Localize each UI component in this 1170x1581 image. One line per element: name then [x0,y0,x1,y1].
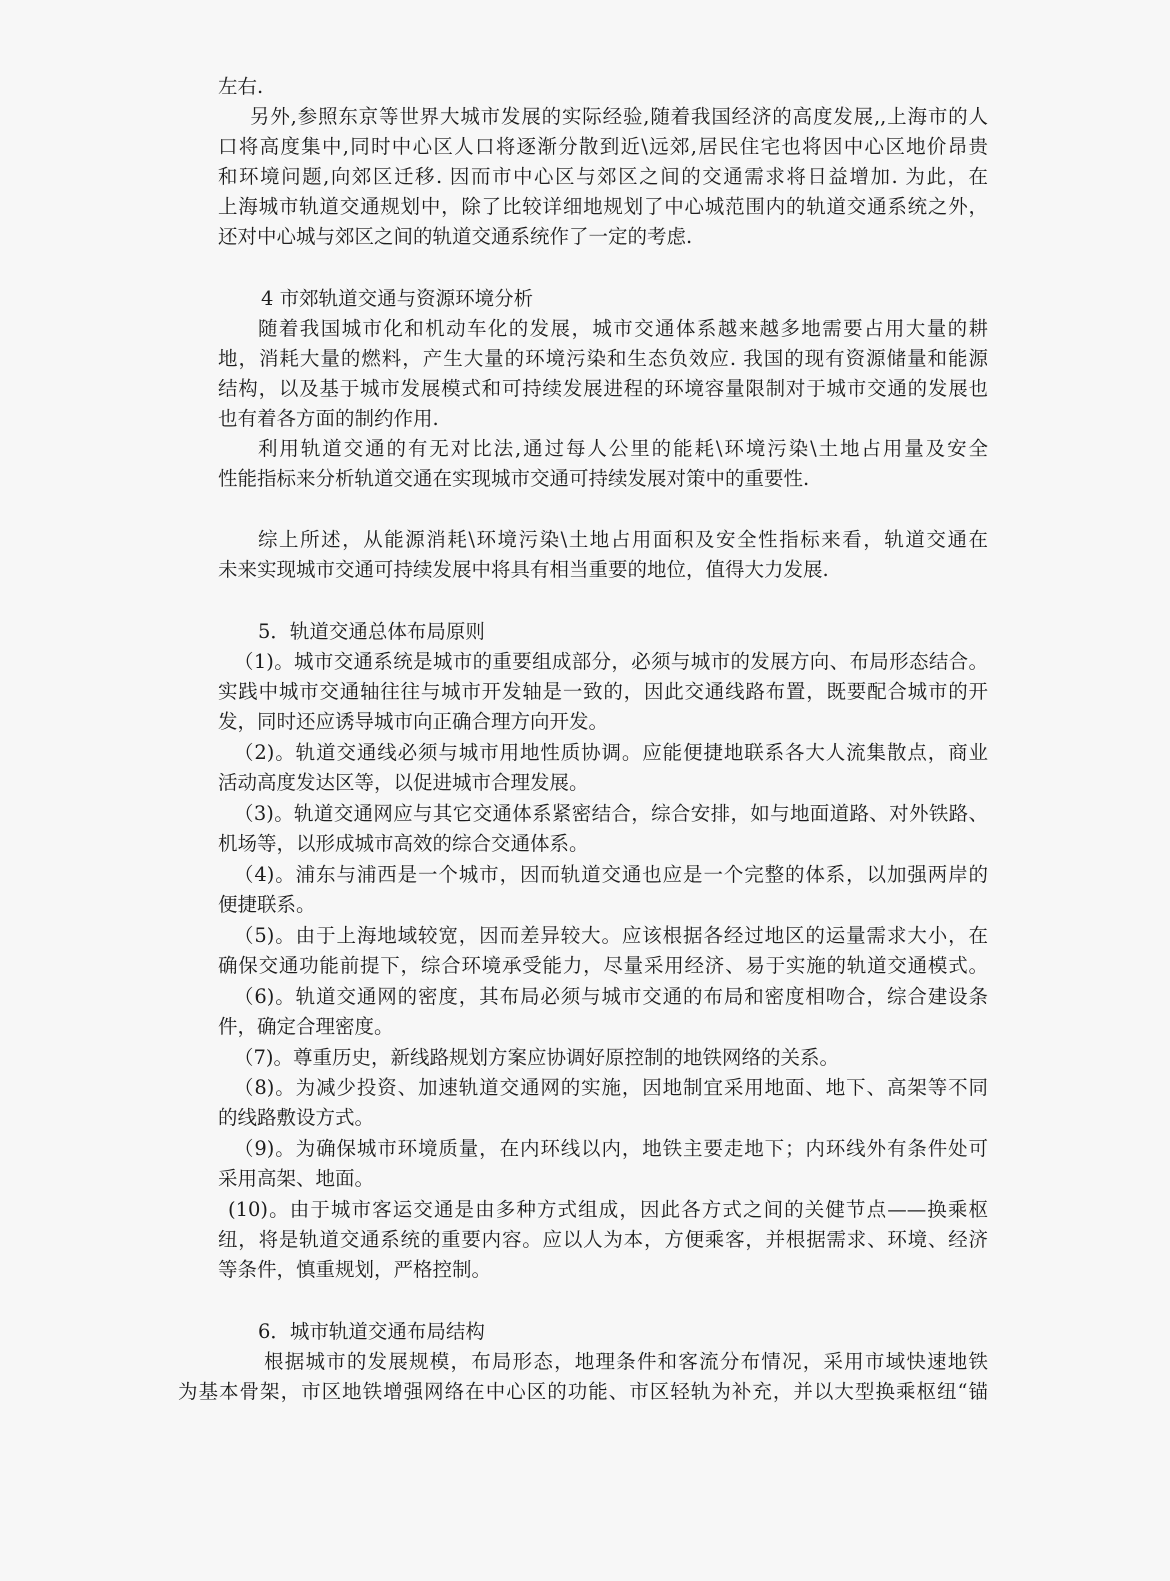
principle-4-line-2: 便捷联系。 [218,893,316,916]
paragraph-conclusion-line-2: 未来实现城市交通可持续发展中将具有相当重要的地位，值得大力发展. [218,558,829,581]
paragraph-compare-line-1: 利用轨道交通的有无对比法,通过每人公里的能耗\环境污染\土地占用量及安全 [258,437,988,460]
principle-8-line-1: （8)。为减少投资、加速轨道交通网的实施，因地制宜采用地面、地下、高架等不同 [234,1076,988,1099]
principle-9-line-1: （9)。为确保城市环境质量，在内环线以内，地铁主要走地下；内环线外有条件处可 [234,1137,988,1160]
paragraph-tokyo-line-1: 另外,参照东京等世界大城市发展的实际经验,随着我国经济的高度发展,,上海市的人 [250,105,988,128]
principle-9-line-2: 采用高架、地面。 [218,1167,375,1190]
section-heading-6: 6．城市轨道交通布局结构 [258,1320,485,1343]
section-heading-4: 4 市郊轨道交通与资源环境分析 [261,287,534,310]
principle-2-line-2: 活动高度发达区等，以促进城市合理发展。 [218,771,589,794]
principle-5-line-1: （5)。由于上海地域较宽，因而差异较大。应该根据各经过地区的运量需求大小，在 [234,924,988,947]
principle-1-line-1: （1)。城市交通系统是城市的重要组成部分，必须与城市的发展方向、布局形态结合。 [234,650,988,673]
principle-6-line-2: 件，确定合理密度。 [218,1015,394,1038]
principle-4-line-1: （4)。浦东与浦西是一个城市，因而轨道交通也应是一个完整的体系，以加强两岸的 [234,863,988,886]
principle-7-line-1: （7)。尊重历史，新线路规划方案应协调好原控制的地铁网络的关系。 [234,1046,840,1069]
principle-2-line-1: （2)。轨道交通线必须与城市用地性质协调。应能便捷地联系各大人流集散点，商业 [234,741,988,764]
paragraph-tokyo-line-3: 和环境问题,向郊区迁移. 因而市中心区与郊区之间的交通需求将日益增加. 为此，在 [218,165,988,188]
principle-1-line-2: 实践中城市交通轴往往与城市开发轴是一致的，因此交通线路布置，既要配合城市的开 [218,680,988,703]
paragraph-conclusion-line-1: 综上所述，从能源消耗\环境污染\土地占用面积及安全性指标来看，轨道交通在 [258,528,988,551]
paragraph-compare-line-2: 性能指标来分析轨道交通在实现城市交通可持续发展对策中的重要性. [218,467,810,490]
paragraph-resource-line-4: 也有着各方面的制约作用. [218,407,439,430]
paragraph-structure-line-2: 为基本骨架，市区地铁增强网络在中心区的功能、市区轻轨为补充，并以大型换乘枢纽“锚 [178,1380,988,1403]
paragraph-resource-line-2: 地，消耗大量的燃料，产生大量的环境污染和生态负效应. 我国的现有资源储量和能源 [218,347,988,370]
principle-3-line-1: （3)。轨道交通网应与其它交通体系紧密结合，综合安排，如与地面道路、对外铁路、 [234,802,988,825]
principle-6-line-1: （6)。轨道交通网的密度，其布局必须与城市交通的布局和密度相吻合，综合建设条 [234,985,988,1008]
paragraph-tokyo-line-5: 还对中心城与郊区之间的轨道交通系统作了一定的考虑. [218,225,693,248]
principle-10-line-3: 等条件，慎重规划，严格控制。 [218,1258,492,1281]
paragraph-tokyo-line-4: 上海城市轨道交通规划中，除了比较详细地规划了中心城范围内的轨道交通系统之外， [218,195,988,218]
paragraph-resource-line-3: 结构，以及基于城市发展模式和可持续发展进程的环境容量限制对于城市交通的发展也 [218,377,988,400]
principle-3-line-2: 机场等，以形成城市高效的综合交通体系。 [218,832,589,855]
principle-10-line-2: 纽，将是轨道交通系统的重要内容。应以人为本，方便乘客，并根据需求、环境、经济 [218,1228,988,1251]
principle-10-line-1: (10)。由于城市客运交通是由多种方式组成，因此各方式之间的关健节点——换乘枢 [228,1198,988,1221]
principle-5-line-2: 确保交通功能前提下，综合环境承受能力，尽量采用经济、易于实施的轨道交通模式。 [218,954,988,977]
principle-1-line-3: 发，同时还应诱导城市向正确合理方向开发。 [218,710,609,733]
intro-tail-line: 左右. [218,75,264,98]
paragraph-resource-line-1: 随着我国城市化和机动车化的发展，城市交通体系越来越多地需要占用大量的耕 [258,317,988,340]
principle-8-line-2: 的线路敷设方式。 [218,1106,375,1129]
paragraph-structure-line-1: 根据城市的发展规模，布局形态，地理条件和客流分布情况，采用市域快速地铁 [264,1350,988,1373]
section-heading-5: 5．轨道交通总体布局原则 [258,620,485,643]
paragraph-tokyo-line-2: 口将高度集中,同时中心区人口将逐渐分散到近\远郊,居民住宅也将因中心区地价昂贵 [218,135,988,158]
